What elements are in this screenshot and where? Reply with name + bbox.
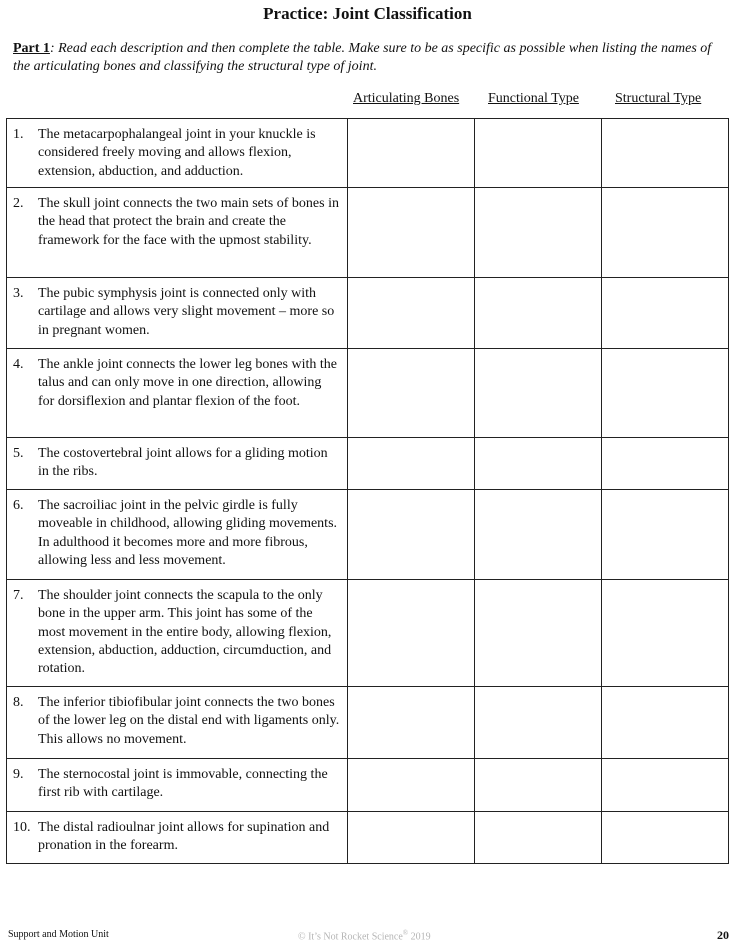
articulating-bones-cell[interactable] [348,119,475,188]
description-cell [7,580,348,687]
structural-type-cell[interactable] [602,759,729,812]
table-row [7,438,729,490]
item-number: 10. [13,820,31,835]
description-cell [7,349,348,438]
column-header-articulating-bones: Articulating Bones [353,91,460,106]
functional-type-cell[interactable] [475,119,602,188]
item-number: 4. [13,357,24,372]
structural-type-cell[interactable] [602,119,729,188]
structural-type-cell[interactable] [602,812,729,864]
page-title: Practice: Joint Classification [263,4,472,23]
articulating-bones-cell[interactable] [348,812,475,864]
structural-type-cell[interactable] [602,687,729,759]
articulating-bones-cell[interactable] [348,188,475,278]
structural-type-cell[interactable] [602,278,729,349]
description-cell [7,812,348,864]
unit-name: Support and Motion Unit [8,929,109,940]
articulating-bones-cell[interactable] [348,580,475,687]
functional-type-cell[interactable] [475,349,602,438]
functional-type-cell[interactable] [475,278,602,349]
table-row [7,812,729,864]
description-cell [7,687,348,759]
functional-type-cell[interactable] [475,759,602,812]
item-number: 5. [13,446,24,461]
articulating-bones-cell[interactable] [348,759,475,812]
functional-type-cell[interactable] [475,580,602,687]
item-description: The ankle joint connects the lower leg bones with the talus and can only move in one direction, allowing for dorsiflexion and plantar flexion of the foot. [38,357,337,409]
structural-type-cell[interactable] [602,438,729,490]
structural-type-cell[interactable] [602,349,729,438]
articulating-bones-cell[interactable] [348,438,475,490]
structural-type-cell[interactable] [602,490,729,580]
instructions [13,40,725,76]
description-cell [7,490,348,580]
item-description: The inferior tibiofibular joint connects the two bones of the lower leg on the distal end with ligaments only. This allows no movement. [38,695,340,747]
table-row [7,687,729,759]
page-number: 20 [717,928,729,942]
instructions-text: : Read each description and then complete the table. Make sure to be as specific as possible when listing the names of the articulating bones and classifying the structural type of joint. [13,41,712,74]
item-number: 6. [13,498,24,513]
item-description: The distal radioulnar joint allows for supination and pronation in the forearm. [38,820,330,854]
item-number: 2. [13,196,24,211]
functional-type-cell[interactable] [475,188,602,278]
table-row [7,188,729,278]
item-description: The sacroiliac joint in the pelvic girdle is fully moveable in childhood, allowing gliding movements. In adulthood it becomes more and more fibrous, allowing less and less movement. [38,498,338,568]
functional-type-cell[interactable] [475,490,602,580]
item-number: 9. [13,767,24,782]
description-cell [7,759,348,812]
item-description: The skull joint connects the two main sets of bones in the head that protect the brain and create the framework for the face with the upmost stability. [38,196,339,248]
functional-type-cell[interactable] [475,438,602,490]
description-cell [7,438,348,490]
description-cell [7,119,348,188]
item-description: The costovertebral joint allows for a gliding motion in the ribs. [38,446,328,480]
table-row [7,580,729,687]
description-cell [7,278,348,349]
articulating-bones-cell[interactable] [348,490,475,580]
item-number: 1. [13,127,24,142]
description-cell [7,188,348,278]
table-row [7,759,729,812]
articulating-bones-cell[interactable] [348,687,475,759]
classification-table [6,118,729,864]
item-description: The sternocostal joint is immovable, connecting the first rib with cartilage. [38,767,328,801]
functional-type-cell[interactable] [475,812,602,864]
item-description: The pubic symphysis joint is connected only with cartilage and allows very slight movement – more so in pregnant women. [38,286,335,338]
column-header-structural-type: Structural Type [615,91,702,106]
item-number: 8. [13,695,24,710]
table-row [7,490,729,580]
part-label: Part 1 [13,41,50,56]
articulating-bones-cell[interactable] [348,349,475,438]
table-row [7,278,729,349]
table-row [7,349,729,438]
item-number: 3. [13,286,24,301]
copyright-notice: © It’s Not Rocket Science® 2019 [298,929,431,943]
functional-type-cell[interactable] [475,687,602,759]
structural-type-cell[interactable] [602,188,729,278]
structural-type-cell[interactable] [602,580,729,687]
articulating-bones-cell[interactable] [348,278,475,349]
item-description: The shoulder joint connects the scapula to the only bone in the upper arm. This joint has some of the most movement in the entire body, allowing flexion, extension, abduction, adduction, circumduction, and rotation. [38,588,332,677]
item-description: The metacarpophalangeal joint in your knuckle is considered freely moving and allows flexion, extension, abduction, and adduction. [38,127,316,179]
column-header-functional-type: Functional Type [488,91,579,106]
table-row [7,119,729,188]
item-number: 7. [13,588,24,603]
